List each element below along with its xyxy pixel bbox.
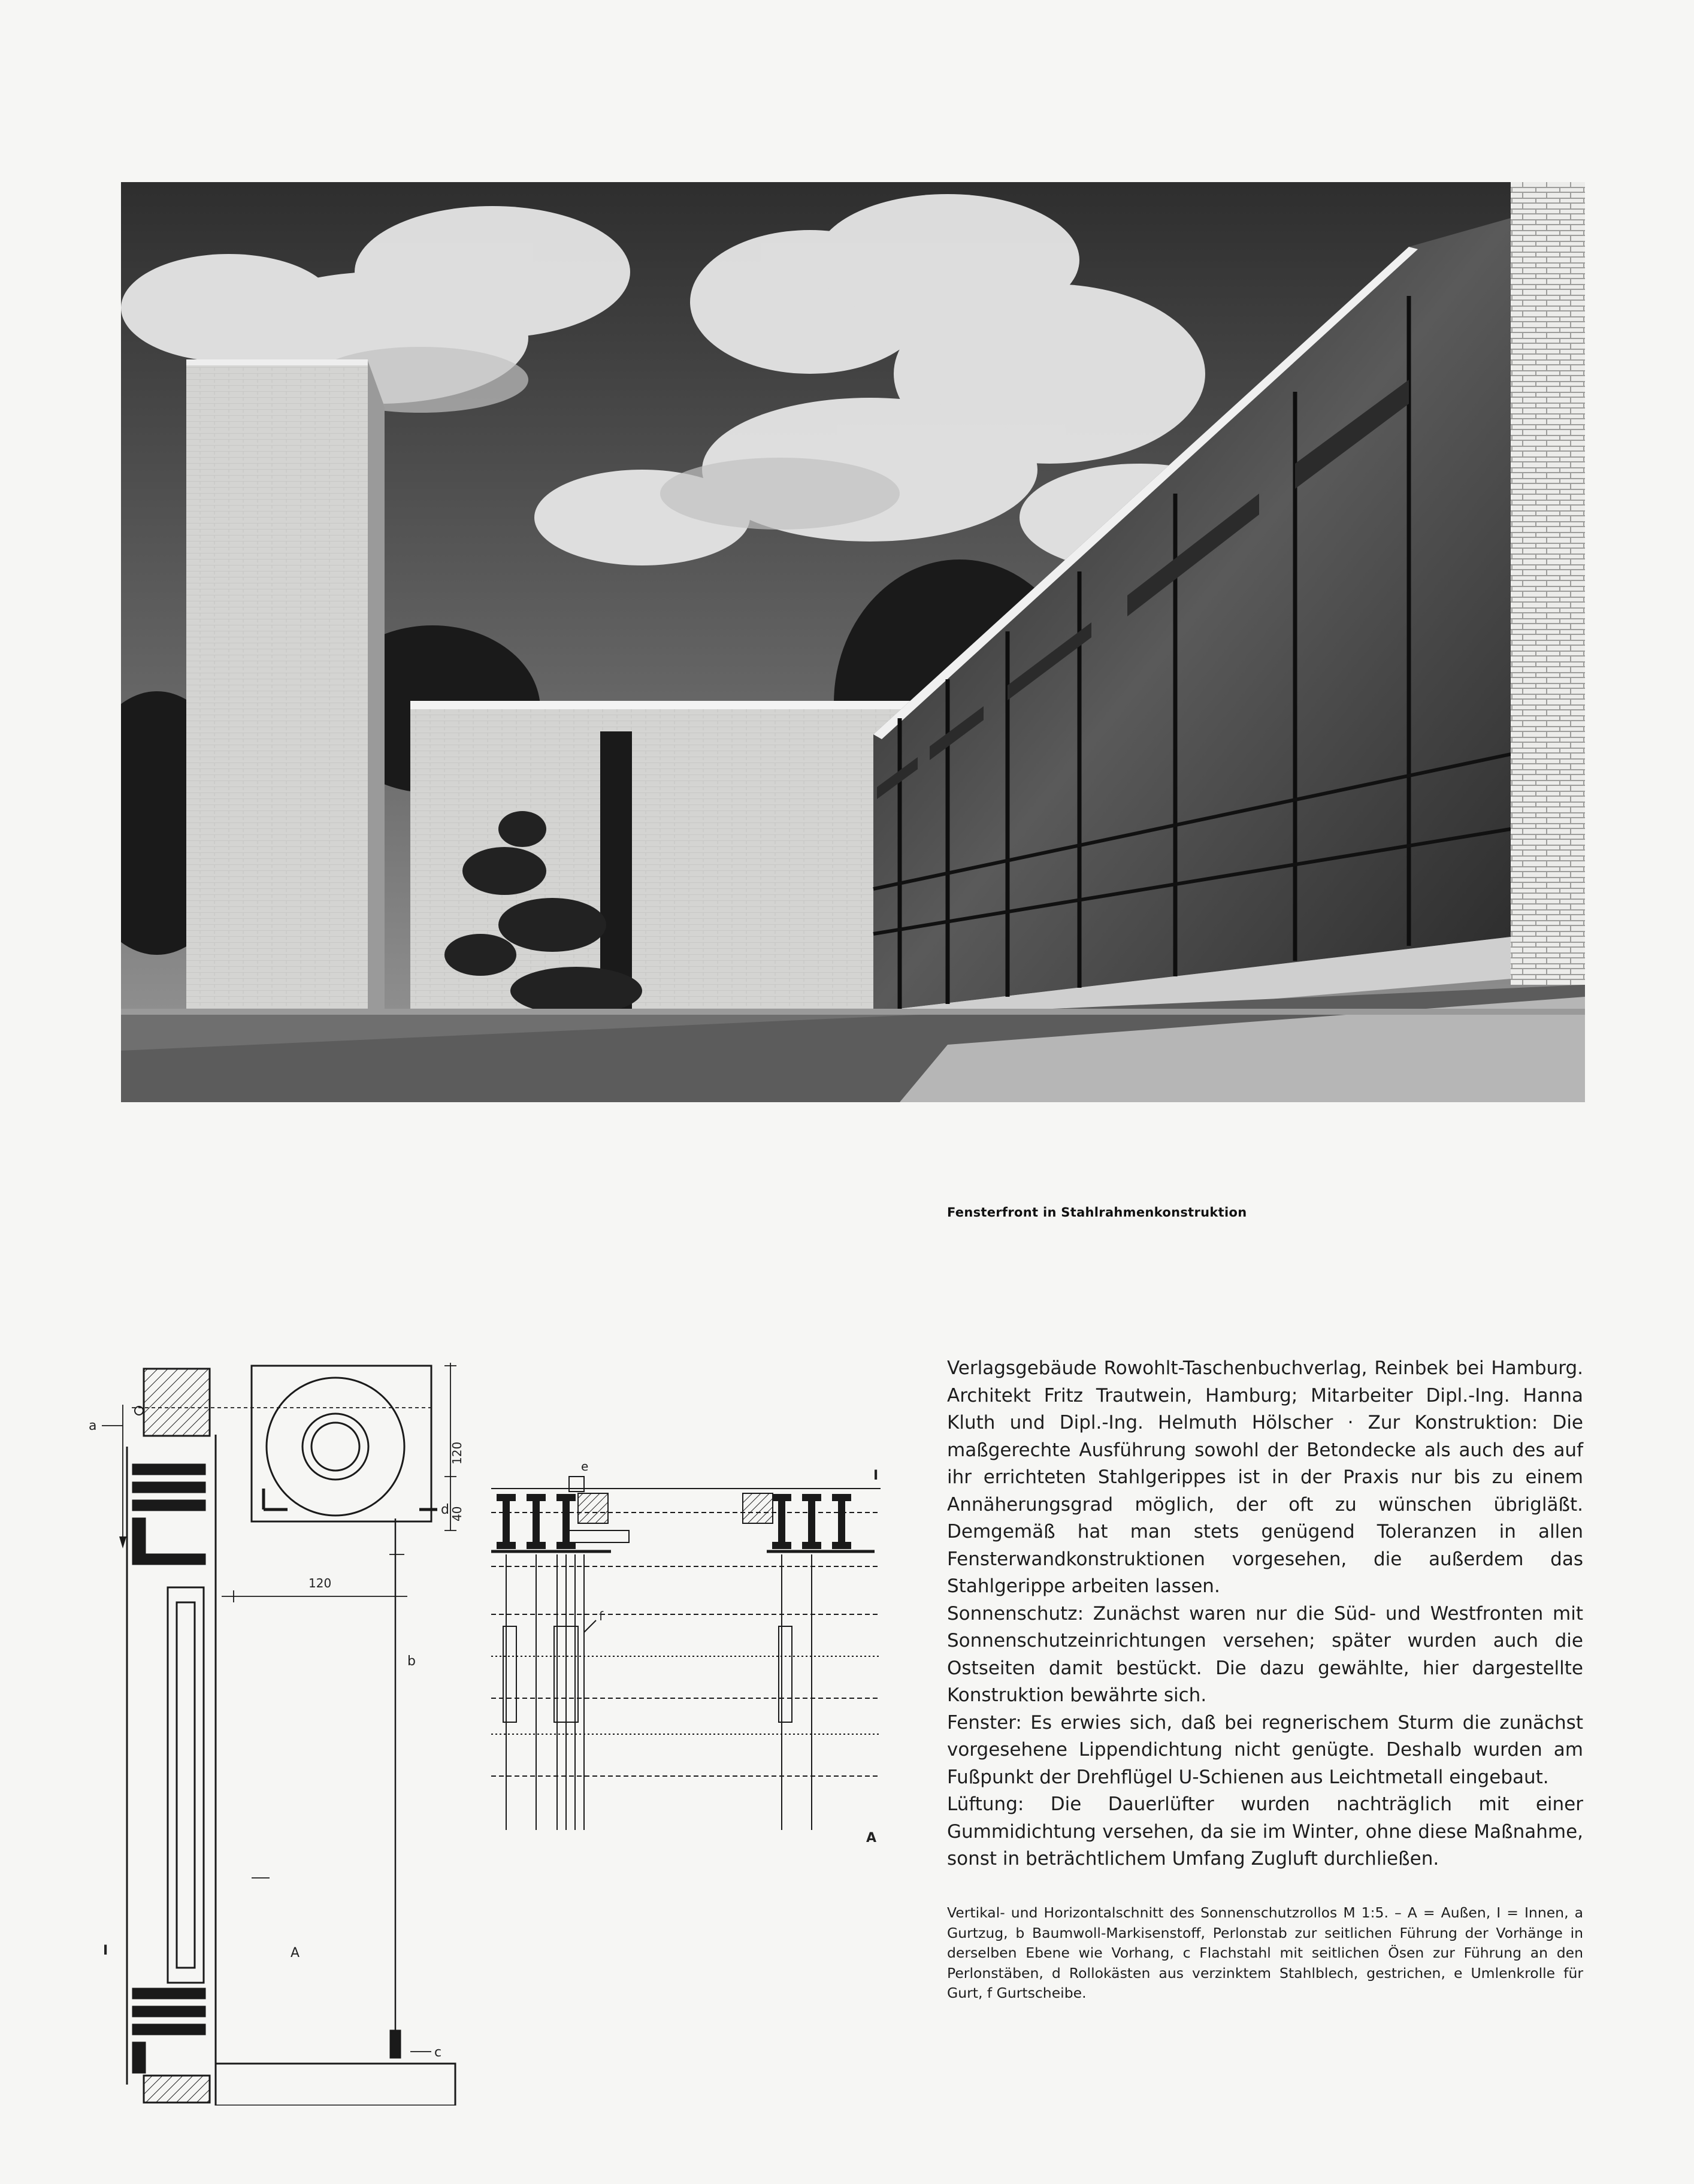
label-I-left: I: [103, 1943, 108, 1958]
photo-caption: Fensterfront in Stahlrahmenkonstruktion: [947, 1205, 1247, 1220]
label-A-right: A: [866, 1831, 877, 1846]
label-d: d: [441, 1502, 449, 1517]
horizontal-section-drawing: [485, 1447, 881, 1854]
label-f: f: [599, 1609, 604, 1623]
article-body: [947, 1355, 1583, 1873]
article-paragraph: Sonnenschutz: Zunächst waren nur die Süd- und Westfronten mit Sonnenschutzeinrichtungen versehen; später wurden auch die Ostseiten damit bestückt. Die dazu gewählte, hier dargestellte Konstruktion bewährte sich.: [947, 1602, 1583, 1706]
vertical-section-svg: [84, 1351, 467, 2106]
dim-120-horizontal: 120: [308, 1576, 332, 1590]
figure-caption: Vertikal- und Horizontalschnitt des Sonnenschutzrollos M 1:5. – A = Außen, I = Innen, a Gurtzug, b Baumwoll-Markisenstoff, Perlonstab zur seitlichen Führung der Vorhänge in derselben Ebene wie Vorhang, c Flachstahl mit seitlichen Ösen zur Führung an den Perlonstäben, d Rollokästen aus verzinktem Stahlblech, gestrichen, e Umlenkrolle für Gurt, f Gurtscheibe.: [947, 1904, 1583, 2001]
label-e: e: [581, 1459, 589, 1474]
vertical-section-drawing: [84, 1351, 467, 2106]
article-paragraph: Lüftung: Die Dauerlüfter wurden nachträglich mit einer Gummidichtung versehen, da sie im Winter, ohne diese Maßnahme, sonst in beträchtlichem Umfang Zugluft durchließen.: [947, 1793, 1583, 1870]
building-photograph: [121, 182, 1585, 1102]
horizontal-section-svg: [485, 1447, 881, 1854]
label-b: b: [407, 1654, 416, 1669]
photo-illustration: [121, 182, 1585, 1102]
article-paragraph: Fenster: Es erwies sich, daß bei regnerischem Sturm die zunächst vorgesehene Lippendichtung nicht genügte. Deshalb wurden am Fußpunkt der Drehflügel U-Schienen aus Leichtmetall eingebaut.: [947, 1711, 1583, 1788]
dim-40: 40: [450, 1506, 464, 1521]
arrow-down-icon: [119, 1536, 126, 1548]
dim-120-vertical: 120: [450, 1441, 464, 1465]
label-A-left: A: [291, 1946, 300, 1961]
label-a: a: [89, 1418, 97, 1433]
article-paragraph: Verlagsgebäude Rowohlt-Taschenbuchverlag, Reinbek bei Hamburg. Architekt Fritz Trautwein, Hamburg; Mitarbeiter Dipl.-Ing. Hanna Kluth und Dipl.-Ing. Helmuth Hölscher · Zur Konstruktion: Die maßgerechte Ausführung sowohl der Betondecke als auch des auf ihr errichteten Stahlgerippes ist in der Praxis nur bis zu einem Annäherungsgrad möglich, der oft zu wünschen übrigläßt. Demgemäß hat man stets genügend Toleranzen in allen Fensterwandkonstruktionen vorgesehen, die außerdem das Stahlgerippe arbeiten lassen.: [947, 1357, 1583, 1597]
label-I-right: I: [873, 1468, 879, 1483]
label-c: c: [434, 2045, 442, 2060]
